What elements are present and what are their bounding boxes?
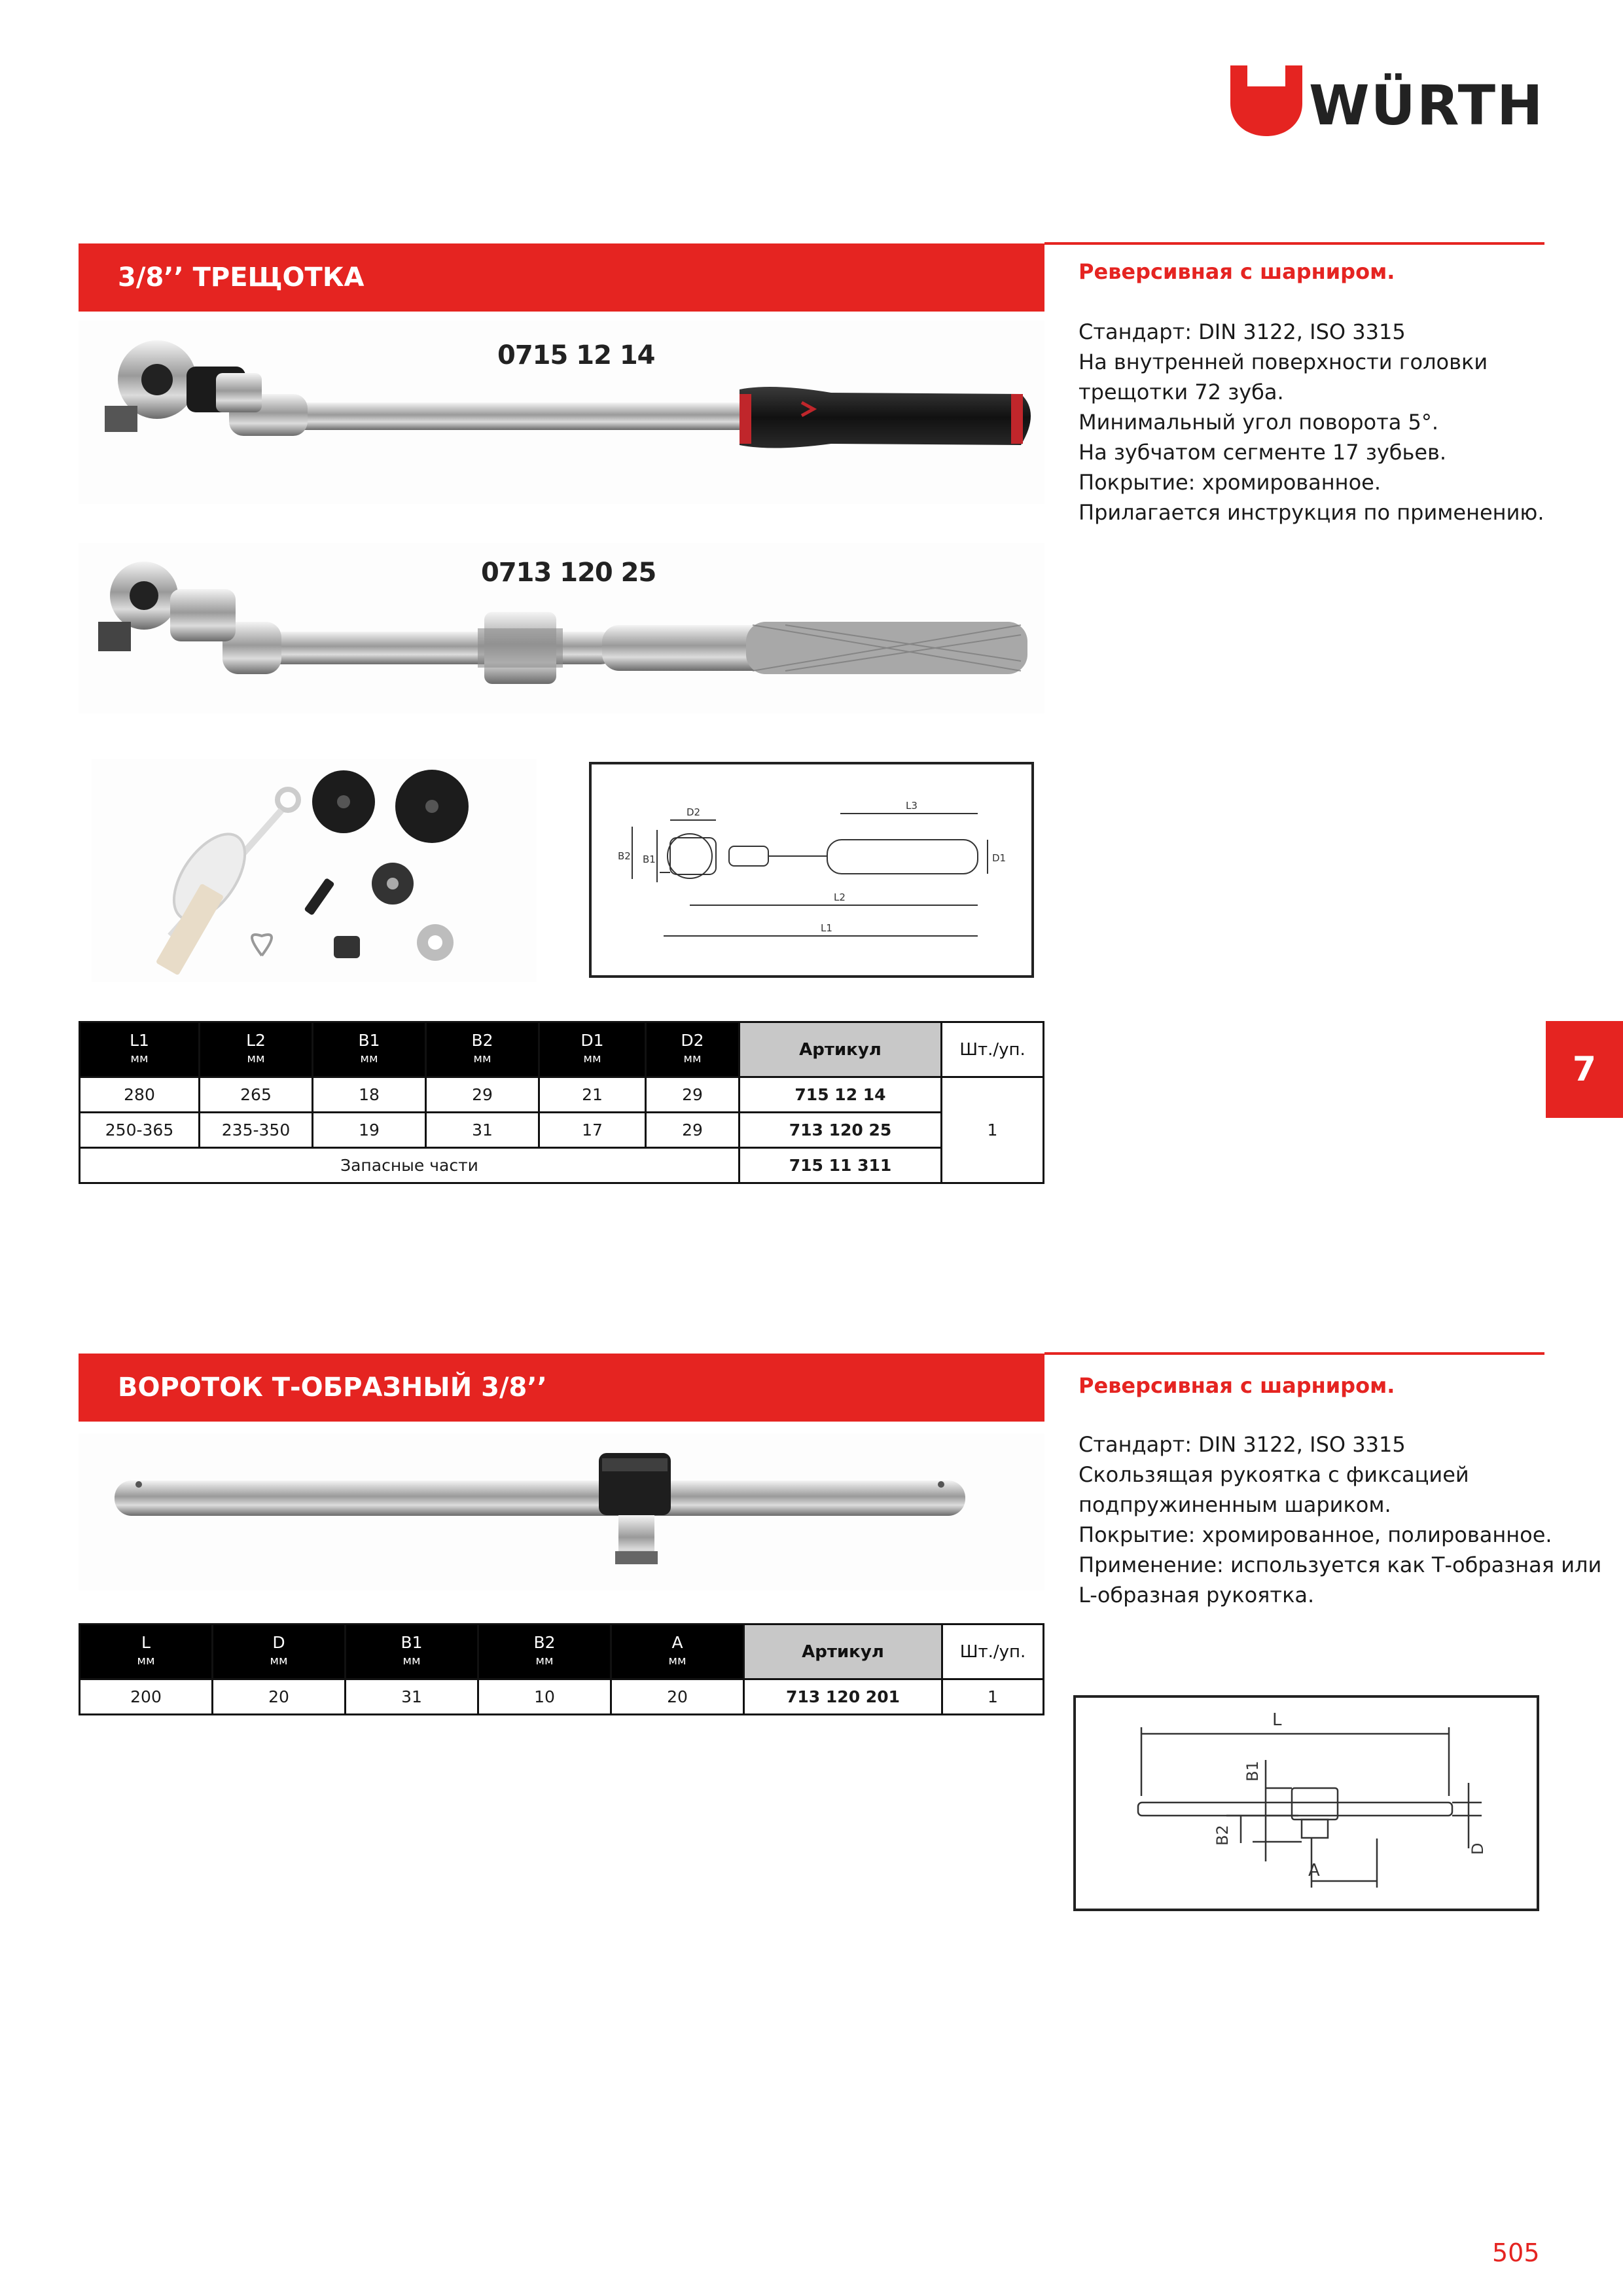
desc-line: Минимальный угол поворота 5°. (1079, 410, 1439, 435)
section1-subtitle: Реверсивная с шарниром. (1079, 259, 1395, 284)
section1-description (1079, 317, 1544, 528)
desc-line: подпружиненным шариком. (1079, 1492, 1391, 1517)
cell: 10 (478, 1679, 611, 1715)
dim-label-a: A (1308, 1861, 1320, 1880)
cell: 235-350 (200, 1113, 313, 1148)
cell: 265 (200, 1077, 313, 1113)
cell: 29 (646, 1113, 740, 1148)
col-header: D2 мм (646, 1022, 740, 1077)
col-header: B2 мм (426, 1022, 539, 1077)
article-cell: 715 11 311 (740, 1148, 942, 1183)
col-header: B1 мм (346, 1624, 478, 1679)
section1-divider (1044, 242, 1544, 245)
dim-label-l2: L2 (834, 891, 846, 903)
dim-label-b1: B1 (643, 853, 656, 865)
t-handle-spec-table (79, 1623, 1044, 1715)
desc-line: Покрытие: хромированное. (1079, 470, 1382, 495)
cell: 200 (80, 1679, 213, 1715)
dim-label-l1: L1 (821, 922, 832, 934)
col-header: A мм (611, 1624, 744, 1679)
table-row (80, 1077, 1044, 1113)
pack-cell: 1 (942, 1679, 1044, 1715)
desc-line: Стандарт: DIN 3122, ISO 3315 (1079, 1432, 1406, 1457)
photo-label-2: 0713 120 25 (481, 558, 656, 588)
ratchet-dimension-drawing-icon (592, 764, 1031, 975)
brand-wordmark: WÜRTH (1309, 73, 1544, 137)
col-header: L2 мм (200, 1022, 313, 1077)
desc-line: На внутренней поверхности головки (1079, 350, 1488, 374)
col-header: B1 мм (313, 1022, 426, 1077)
dim-label-d: D (1469, 1842, 1487, 1855)
cell: 21 (539, 1077, 646, 1113)
t-handle-technical-drawing (1073, 1695, 1539, 1911)
desc-line: Стандарт: DIN 3122, ISO 3315 (1079, 319, 1406, 344)
t-handle-photo (79, 1433, 1044, 1590)
cell: 18 (313, 1077, 426, 1113)
spare-parts-photo (92, 759, 537, 982)
table-row (80, 1679, 1044, 1715)
desc-line: L-образная рукоятка. (1079, 1583, 1315, 1607)
ratchet-photo-1 (79, 321, 1044, 504)
article-header: Артикул (744, 1624, 942, 1679)
ratchet-spec-table (79, 1021, 1044, 1184)
dim-label-d2: D2 (687, 806, 701, 818)
photo-label-1: 0715 12 14 (497, 340, 655, 370)
article-cell: 713 120 201 (744, 1679, 942, 1715)
ratchet-technical-drawing (589, 762, 1034, 978)
dim-label-l3: L3 (906, 800, 918, 812)
section1-title: 3/8’’ ТРЕЩОТКА (118, 262, 365, 293)
desc-line: На зубчатом сегменте 17 зубьев. (1079, 440, 1447, 465)
desc-line: Скользящая рукоятка с фиксацией (1079, 1462, 1469, 1487)
section1-title-banner (79, 243, 1044, 312)
section2-description (1079, 1429, 1601, 1610)
col-header: L1 мм (80, 1022, 200, 1077)
ratchet-photo-2 (79, 543, 1044, 713)
cell: 20 (611, 1679, 744, 1715)
section2-subtitle: Реверсивная с шарниром. (1079, 1373, 1395, 1398)
section2-title-banner (79, 1354, 1044, 1422)
article-header: Артикул (740, 1022, 942, 1077)
dim-label-d1: D1 (992, 852, 1007, 864)
dim-label-b1: B1 (1243, 1761, 1262, 1782)
cell: 31 (426, 1113, 539, 1148)
t-handle-dimension-drawing-icon (1076, 1698, 1537, 1909)
cell: 29 (646, 1077, 740, 1113)
pack-header: Шт./уп. (942, 1022, 1044, 1077)
dim-label-b2: B2 (618, 850, 631, 862)
t-handle-icon (79, 1433, 1044, 1590)
dim-label-b2: B2 (1213, 1825, 1232, 1846)
pack-cell: 1 (942, 1077, 1044, 1183)
desc-line: Покрытие: хромированное, полированное. (1079, 1522, 1552, 1547)
col-header: D1 мм (539, 1022, 646, 1077)
pack-header: Шт./уп. (942, 1624, 1044, 1679)
cell: 280 (80, 1077, 200, 1113)
section2-title: ВОРОТОК Т-ОБРАЗНЫЙ 3/8’’ (118, 1372, 547, 1403)
page-number: 505 (1492, 2238, 1540, 2267)
cell: 17 (539, 1113, 646, 1148)
cell: 20 (213, 1679, 346, 1715)
dim-label-l: L (1272, 1710, 1282, 1730)
table-row (80, 1148, 1044, 1183)
desc-line: Прилагается инструкция по применению. (1079, 500, 1544, 525)
chapter-tab: 7 (1546, 1021, 1623, 1118)
cell: 31 (346, 1679, 478, 1715)
wurth-logo-mark-icon (1230, 65, 1302, 137)
article-cell: 715 12 14 (740, 1077, 942, 1113)
cell: 250-365 (80, 1113, 200, 1148)
col-header: D мм (213, 1624, 346, 1679)
desc-line: трещотки 72 зуба. (1079, 380, 1284, 404)
desc-line: Применение: используется как Т-образная или (1079, 1552, 1602, 1577)
cell: 19 (313, 1113, 426, 1148)
cell: 29 (426, 1077, 539, 1113)
col-header: L мм (80, 1624, 213, 1679)
col-header: B2 мм (478, 1624, 611, 1679)
article-cell: 713 120 25 (740, 1113, 942, 1148)
spare-parts-label: Запасные части (80, 1148, 740, 1183)
spare-parts-icon (92, 759, 537, 982)
section2-divider (1044, 1352, 1544, 1355)
table-row (80, 1113, 1044, 1148)
wurth-logo (1230, 65, 1544, 137)
